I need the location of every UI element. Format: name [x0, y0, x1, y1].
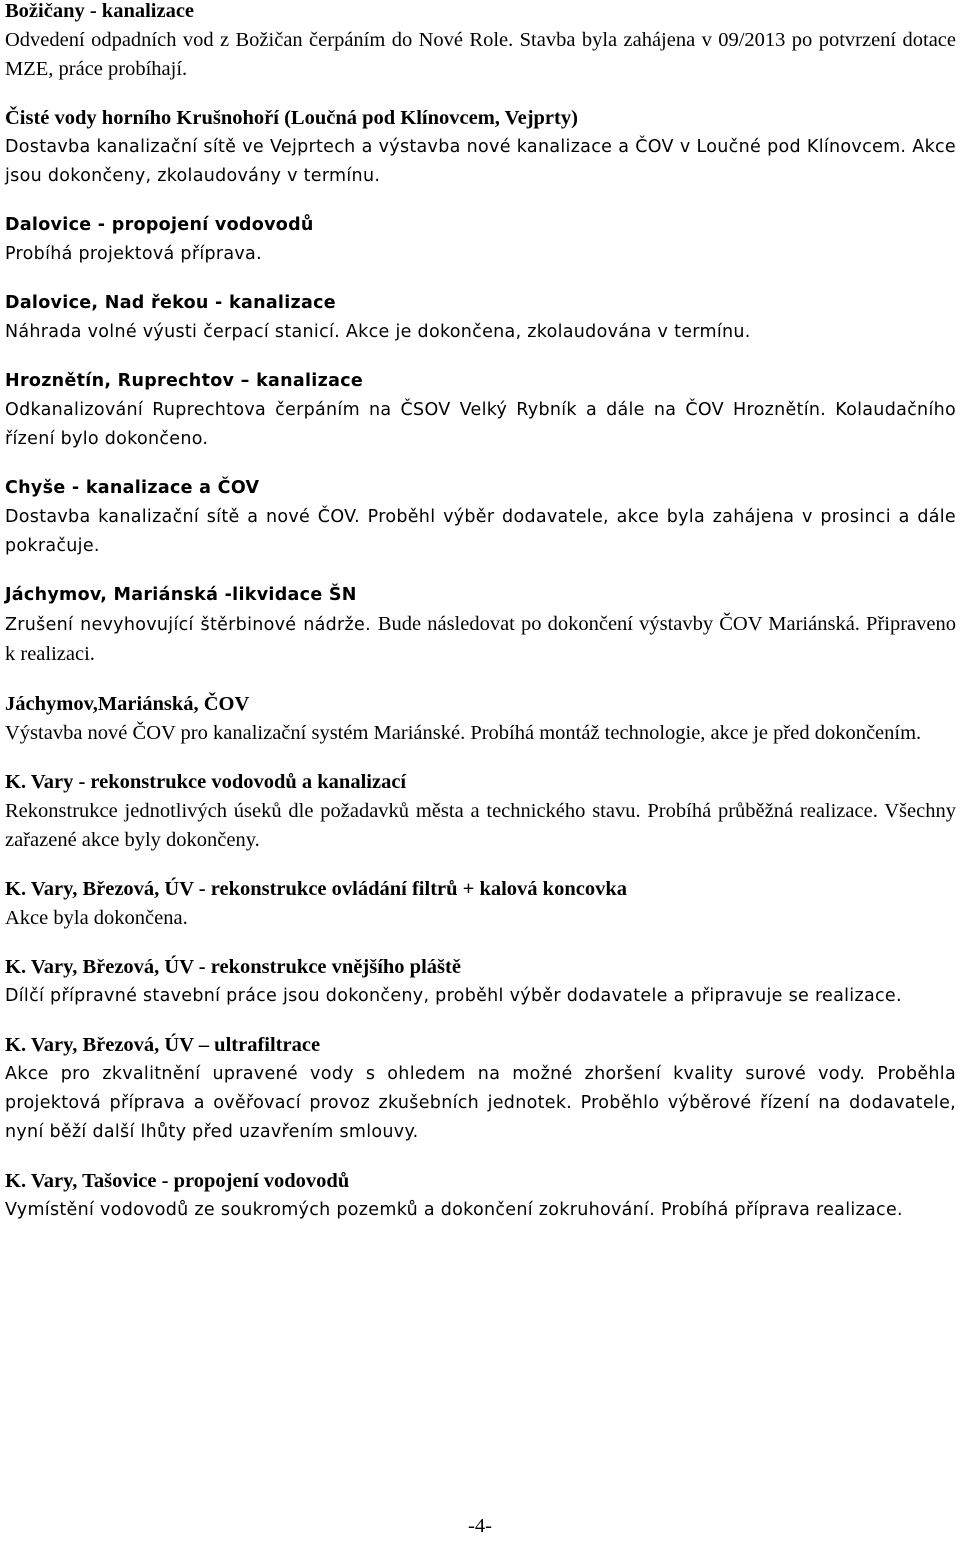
section-ciste-vody	[5, 104, 956, 191]
section-body: Náhrada volné výusti čerpací stanicí. Akce je dokončena, zkolaudována v termínu.	[5, 322, 751, 342]
section-body: Výstavba nové ČOV pro kanalizační systém Mariánské. Probíhá montáž technologie, akce je před dokončením.	[5, 722, 922, 744]
section-title: Dalovice - propojení vodovodů	[5, 215, 314, 235]
section-chyse	[5, 474, 956, 561]
section-title: Chyše - kanalizace a ČOV	[5, 478, 260, 498]
section-jachymov-likvidace	[5, 581, 956, 670]
section-title: Jáchymov,Mariánská, ČOV	[5, 693, 250, 715]
section-hroznetin	[5, 367, 956, 454]
section-body-sans-part: Dostavba kanalizační sítě a nové ČOV.	[5, 507, 360, 527]
page-number: -4-	[468, 1515, 492, 1537]
section-kvary-brezova-ultrafiltrace	[5, 1031, 956, 1147]
section-body: Vymístění vodovodů ze soukromých pozemků a dokončení zokruhování. Probíhá příprava realizace.	[5, 1200, 903, 1220]
section-title: Hroznětín, Ruprechtov – kanalizace	[5, 371, 364, 391]
section-body	[5, 503, 956, 561]
section-body: Dílčí přípravné stavební práce jsou dokončeny, proběhl výběr dodavatele a připravuje se realizace.	[5, 986, 902, 1006]
section-title: K. Vary, Březová, ÚV - rekonstrukce vnějšího pláště	[5, 956, 461, 978]
section-body: Probíhá projektová příprava.	[5, 244, 262, 264]
section-body: Dostavba kanalizační sítě ve Vejprtech a výstavba nové kanalizace a ČOV v Loučné pod Klínovcem. Akce jsou dokončeny, zkolaudovány v termínu.	[5, 137, 956, 186]
section-kvary-brezova-filtry	[5, 875, 956, 933]
section-body-sans-part: Zrušení nevyhovující štěrbinové nádrže.	[5, 615, 371, 635]
section-body-part: Bude následovat po dokončení výstavby ČOV Mariánská. Připraveno k realizaci.	[5, 613, 956, 665]
section-jachymov-cov	[5, 690, 956, 748]
document-page	[5, 0, 956, 1245]
section-body: Akce pro zkvalitnění upravené vody s ohledem na možné zhoršení kvality surové vody. Proběhla projektová příprava a ověřovací provoz zkušebních jednotek. Proběhlo výběrové řízení na dodavatele, nyní běží další lhůty před uzavřením smlouvy.	[5, 1064, 956, 1142]
section-dalovice-vodovody	[5, 211, 956, 269]
section-title: Dalovice, Nad řekou - kanalizace	[5, 293, 336, 313]
section-title: K. Vary, Březová, ÚV – ultrafiltrace	[5, 1034, 321, 1056]
section-body: Rekonstrukce jednotlivých úseků dle požadavků města a technického stavu. Probíhá průběžná realizace. Všechny zařazené akce byly dokončeny.	[5, 800, 956, 851]
section-kvary-brezova-plast	[5, 953, 956, 1011]
section-title: K. Vary - rekonstrukce vodovodů a kanalizací	[5, 771, 407, 793]
section-bozicany	[5, 0, 956, 84]
section-body: Akce byla dokončena.	[5, 907, 188, 929]
section-dalovice-nad-rekou	[5, 289, 956, 347]
section-title: K. Vary, Tašovice - propojení vodovodů	[5, 1170, 350, 1192]
section-body-part: Proběhl výběr dodavatele, akce byla zahájena v prosinci a dále pokračuje.	[5, 507, 956, 556]
section-title: Jáchymov, Mariánská -likvidace ŠN	[5, 585, 357, 605]
section-title: K. Vary, Březová, ÚV - rekonstrukce ovládání filtrů + kalová koncovka	[5, 878, 627, 900]
section-body: Odkanalizování Ruprechtova čerpáním na ČSOV Velký Rybník a dále na ČOV Hroznětín. Kolaudačního řízení bylo dokončeno.	[5, 400, 956, 449]
section-title: Božičany - kanalizace	[5, 0, 195, 22]
section-body	[5, 610, 956, 670]
section-body: Odvedení odpadních vod z Božičan čerpáním do Nové Role. Stavba byla zahájena v 09/2013 po potvrzení dotace MZE, práce probíhají.	[5, 29, 956, 80]
section-title: Čisté vody horního Krušnohoří (Loučná pod Klínovcem, Vejprty)	[5, 107, 578, 129]
section-kvary-tasovice	[5, 1167, 956, 1225]
section-kvary-rekonstrukce	[5, 768, 956, 855]
